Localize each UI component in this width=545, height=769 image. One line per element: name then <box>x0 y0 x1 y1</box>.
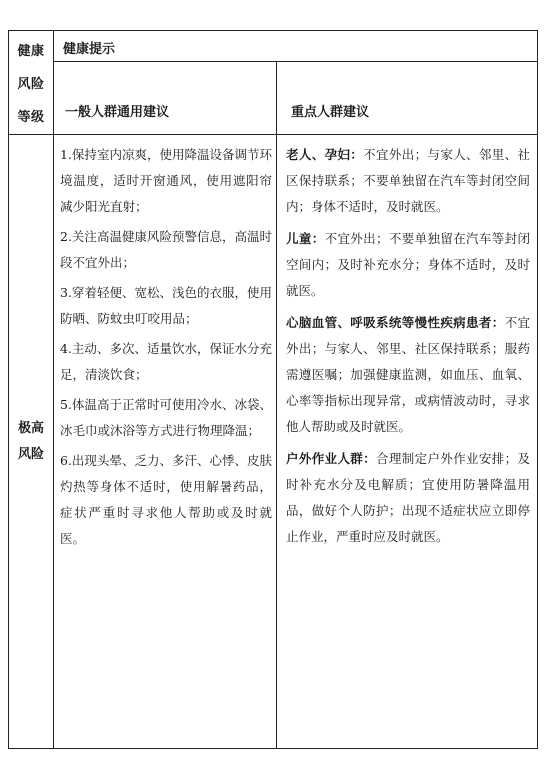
key-group-chronic-patients <box>286 310 530 440</box>
health-advice-table <box>8 30 538 749</box>
general-advice-item: 1.保持室内凉爽，使用降温设备调节环境温度，适时开窗通风，使用遮阳帘减少阳光直射； <box>60 147 272 214</box>
risk-level-header-line: 等级 <box>17 110 45 125</box>
health-tips-header: 健康提示 <box>63 42 116 57</box>
key-group-title: 户外作业人群： <box>286 451 377 466</box>
general-advice-item: 5.体温高于正常时可使用冷水、冰袋、冰毛巾或沐浴等方式进行物理降温； <box>60 397 272 438</box>
key-population-header: 重点人群建议 <box>291 105 370 120</box>
general-population-header: 一般人群通用建议 <box>65 105 170 120</box>
risk-level-value-line: 风险 <box>17 446 44 462</box>
key-group-title: 心脑血管、呼吸系统等慢性疾病患者： <box>286 315 505 330</box>
key-group-text: 不宜外出；与家人、邻里、社区保持联系；不要单独留在汽车等封闭空间内；身体不适时，及时就医。 <box>286 147 530 214</box>
general-advice-item: 2.关注高温健康风险预警信息，高温时段不宜外出； <box>60 229 272 270</box>
general-advice-item: 4.主动、多次、适量饮水，保证水分充足，清淡饮食； <box>60 341 272 382</box>
divider <box>53 31 54 748</box>
key-group-children <box>286 226 530 304</box>
general-advice-item: 6.出现头晕、乏力、多汗、心悸、皮肤灼热等身体不适时，使用解暑药品，症状严重时寻求他人帮助或及时就医。 <box>60 453 272 546</box>
risk-level-value-line: 极高 <box>17 420 44 436</box>
key-advice-list <box>286 142 530 556</box>
divider <box>276 61 277 748</box>
divider <box>53 61 537 62</box>
risk-level-header <box>9 31 53 134</box>
key-group-elderly-pregnant <box>286 142 530 220</box>
general-advice-item: 3.穿着轻便、宽松、浅色的衣服，使用防晒、防蚊虫叮咬用品； <box>60 285 272 326</box>
general-advice-list <box>60 142 272 556</box>
key-group-title: 老人、孕妇： <box>286 147 364 162</box>
divider <box>9 134 537 135</box>
risk-level-header-line: 风险 <box>17 77 45 92</box>
key-group-title: 儿童： <box>286 231 325 246</box>
key-group-text: 合理制定户外作业安排；及时补充水分及电解质；宜使用防暑降温用品，做好个人防护；出现不适症状应立即停止作业，严重时应及时就医。 <box>286 451 530 544</box>
key-group-text: 不宜外出；不要单独留在汽车等封闭空间内；及时补充水分；身体不适时，及时就医。 <box>286 231 530 298</box>
key-group-text: 不宜外出；与家人、邻里、社区保持联系；服药需遵医嘱；加强健康监测，如血压、血氧、心率等指标出现异常，或病情波动时，寻求他人帮助或及时就医。 <box>286 315 530 434</box>
key-group-outdoor-workers <box>286 446 530 550</box>
risk-level-header-line: 健康 <box>17 44 45 59</box>
risk-level-value <box>9 135 53 748</box>
